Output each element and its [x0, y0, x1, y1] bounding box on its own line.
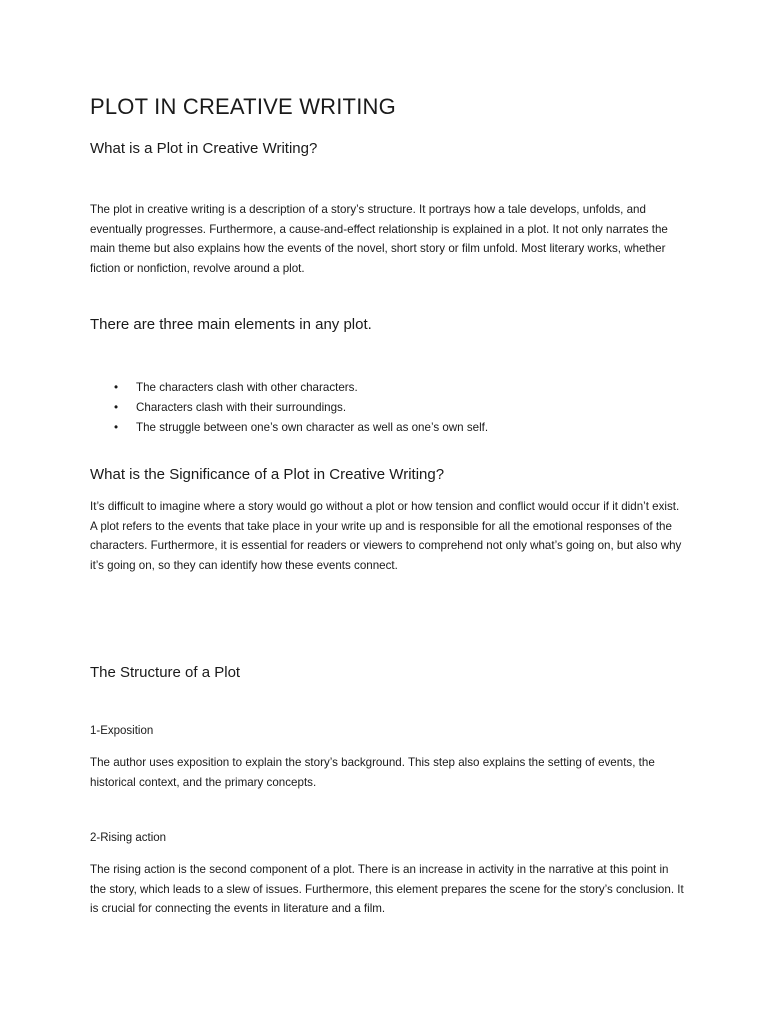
elements-bullet-list	[90, 378, 488, 438]
bullet-icon: •	[114, 401, 119, 414]
list-item	[90, 418, 488, 438]
paragraph-rising-action: The rising action is the second component of a plot. There is an increase in activity in the narrative at this point in the story, which leads to a slew of issues. Furthermore, this element prepares the scene for the story’s conclusion. It is crucial for connecting the events in literature and a film.	[90, 863, 684, 916]
bullet-icon: •	[114, 421, 119, 434]
bullet-icon: •	[114, 381, 119, 394]
section-heading-three-elements: There are three main elements in any plot.	[90, 316, 372, 333]
subsection-heading-exposition: 1-Exposition	[90, 725, 154, 737]
section-heading-what-is-plot: What is a Plot in Creative Writing?	[90, 140, 318, 157]
list-item	[90, 398, 488, 418]
subsection-heading-rising-action: 2-Rising action	[90, 832, 167, 844]
list-item	[90, 378, 488, 398]
list-item-text: Characters clash with their surroundings.	[136, 401, 347, 414]
paragraph-exposition: The author uses exposition to explain the story’s background. This step also explains the setting of events, the historical context, and the primary concepts.	[90, 756, 655, 789]
section-heading-significance: What is the Significance of a Plot in Creative Writing?	[90, 466, 445, 483]
paragraph-what-is-plot: The plot in creative writing is a description of a story’s structure. It portrays how a tale develops, unfolds, and eventually progresses. Furthermore, a cause-and-effect relationship is explained in a plot. It not only narrates the main theme but also explains how the events of the novel, short story or film unfold. Most literary works, whether fiction or nonfiction, revolve around a plot.	[90, 203, 668, 276]
paragraph-significance: It’s difficult to imagine where a story would go without a plot or how tension and conflict would occur if it didn’t exist. A plot refers to the events that take place in your write up and is responsible for all the emotional responses of the characters. Furthermore, it is essential for readers or viewers to comprehend not only what’s going on, but also why it’s going on, so they can identify how these events connect.	[90, 500, 682, 573]
document-title: PLOT IN CREATIVE WRITING	[90, 94, 396, 119]
list-item-text: The characters clash with other characters.	[136, 381, 358, 394]
list-item-text: The struggle between one’s own character as well as one’s own self.	[136, 421, 489, 434]
section-heading-structure: The Structure of a Plot	[90, 664, 241, 681]
